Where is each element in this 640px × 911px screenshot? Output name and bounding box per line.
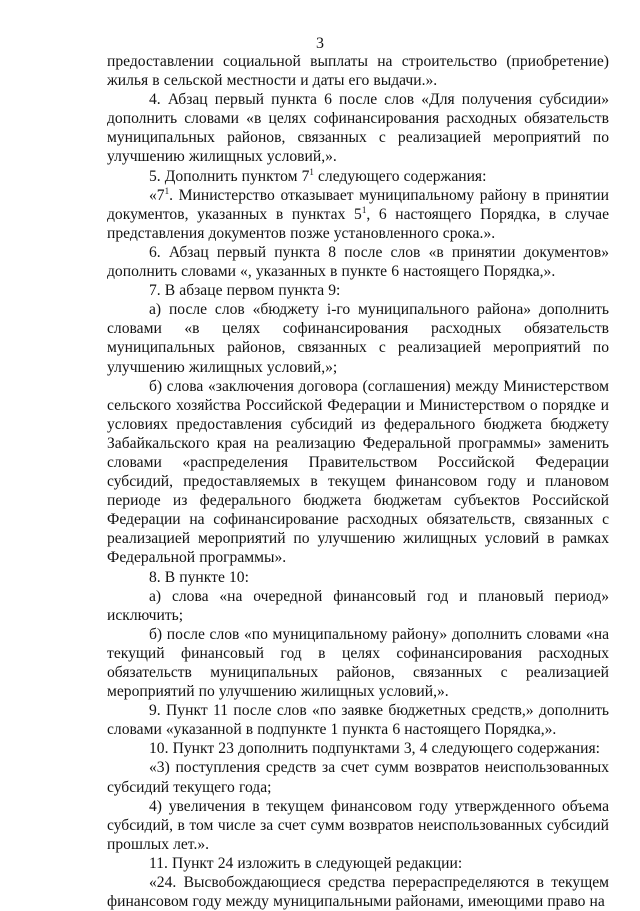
paragraph-point-7-1	[107, 186, 609, 243]
paragraph-item-8a: а) слова «на очередной финансовый год и плановый период» исключить;	[107, 587, 609, 624]
text-segment: , 6 настоящего Порядка, в случае представления документов позже установленного срока.».	[107, 205, 610, 242]
paragraph-item-9: 9. Пункт 11 после слов «по заявке бюджетных средств,» дополнить словами «указанной в подпункте 1 пункта 6 настоящего Порядка,».	[107, 702, 609, 739]
paragraph-item-8: 8. В пункте 10:	[149, 568, 249, 586]
paragraph-item-10: 10. Пункт 23 дополнить подпунктами 3, 4 следующего содержания:	[149, 740, 600, 758]
superscript: 1	[309, 166, 314, 177]
paragraph-continuation: предоставлении социальной выплаты на строительство (приобретение) жилья в сельской местности и даты его выдачи.».	[107, 53, 609, 90]
paragraph-item-10-3: «3) поступления средств за счет сумм возвратов неиспользованных субсидий текущего года;	[107, 759, 609, 796]
document-body	[107, 52, 609, 911]
superscript: 1	[361, 204, 367, 215]
paragraph-item-10-4: 4) увеличения в текущем финансовом году утвержденного объема субсидий, в том числе за счет сумм возвратов неиспользованных субсидий прошлых лет.».	[107, 797, 609, 853]
text-segment: 5. Дополнить пунктом 7	[149, 167, 310, 185]
paragraph-item-6: 6. Абзац первый пункта 8 после слов «в принятии документов» дополнить словами «, указанных в пункте 6 настоящего Порядка,».	[107, 243, 609, 281]
paragraph-point-24: «24. Высвобождающиеся средства перераспределяются в текущем финансовом году между муниципальными районами, имеющими право на	[107, 874, 609, 911]
paragraph-item-7b: б) слова «заключения договора (соглашения) между Министерством сельского хозяйства Российской Федерации и Министерством о порядке и условиях предоставления субсидий из федерального бюджета бюджету Забайкальского края на реализацию Федеральной программы» заменить словами «распределения Правительством Российской Федерации субсидий, предоставляемых в текущем финансовом году и плановом периоде из федерального бюджета бюджетам субъектов Российской Федерации на софинансирование расходных обязательств, связанных с реализацией мероприятий по улучшению жилищных условий в рамках Федеральной программы».	[107, 377, 609, 567]
text-segment: «7	[149, 186, 165, 204]
text-segment: следующего содержания:	[313, 167, 487, 185]
page-number: 3	[316, 35, 324, 52]
paragraph-item-8b: б) после слов «по муниципальному району» дополнить словами «на текущий финансовый год в целях софинансирования расходных обязательств муниципальных районов, связанных с реализацией мероприятий по улучшению жилищных условий,».	[107, 625, 609, 701]
paragraph-item-5	[107, 167, 609, 186]
paragraph-item-7: 7. В абзаце первом пункта 9:	[149, 282, 341, 300]
superscript: 1	[164, 185, 170, 196]
paragraph-item-11: 11. Пункт 24 изложить в следующей редакции:	[149, 854, 463, 872]
paragraph-item-4: 4. Абзац первый пункта 6 после слов «Для получения субсидии» дополнить словами «в целях софинансирования расходных обязательств муниципальных районов, связанных с реализацией мероприятий по улучшению жилищных условий,».	[107, 91, 609, 166]
paragraph-item-7a: а) после слов «бюджету i-го муниципального района» дополнить словами «в целях софинансирования расходных обязательств муниципальных районов, связанных с реализацией мероприятий по улучшению жилищных условий,»;	[107, 301, 609, 376]
text-segment: . Министерство отказывает муниципальному району в принятии документов, указанных в пунктах 5	[107, 186, 609, 223]
